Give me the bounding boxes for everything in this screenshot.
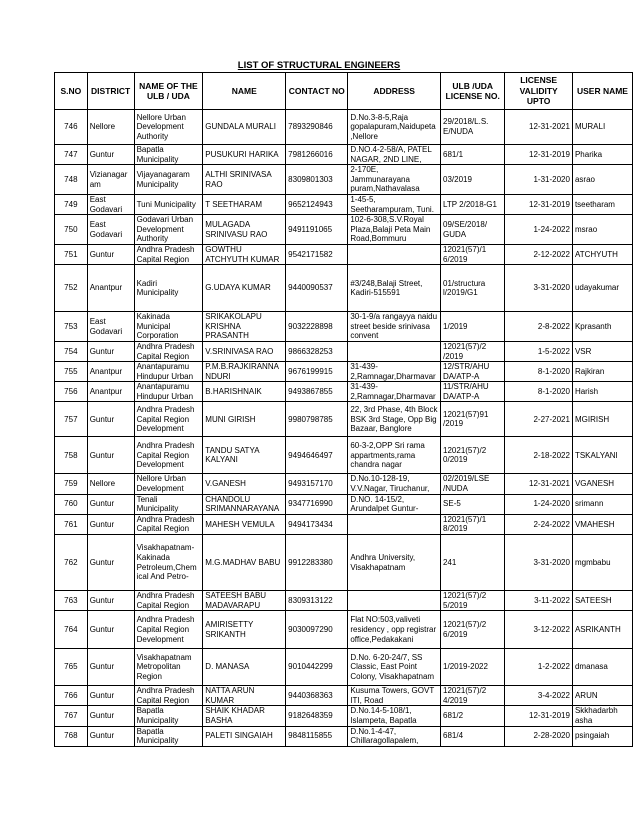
cell-sno: 768 xyxy=(55,726,88,746)
table-row xyxy=(55,686,633,706)
cell-user: Rajkiran xyxy=(572,362,632,382)
cell-ulb: Anantapuramu Hindupur Urban xyxy=(134,382,203,402)
cell-ulb: Andhra Pradesh Capital Region xyxy=(134,591,203,611)
cell-ulb: Andhra Pradesh Capital Region Development xyxy=(134,402,203,437)
cell-validity: 2-18-2022 xyxy=(505,437,573,474)
cell-sno: 752 xyxy=(55,265,88,312)
cell-name: MUNI GIRISH xyxy=(203,402,286,437)
table-row xyxy=(55,165,633,195)
cell-name: ALTHI SRINIVASA RAO xyxy=(203,165,286,195)
cell-address xyxy=(348,514,441,534)
table-row xyxy=(55,382,633,402)
header-ulb: NAME OF THE ULB / UDA xyxy=(134,73,203,110)
cell-name: P.M.B.RAJKIRANNA NDURI xyxy=(203,362,286,382)
cell-ulb: Andhra Pradesh Capital Region xyxy=(134,341,203,361)
cell-validity: 2-24-2022 xyxy=(505,514,573,534)
cell-district: Guntur xyxy=(87,514,134,534)
cell-district: East Godavari xyxy=(87,312,134,342)
cell-user: asrao xyxy=(572,165,632,195)
cell-address: 30-1-9/a rangayya naidu street beside srinivasa convent xyxy=(348,312,441,342)
cell-validity: 2-8-2022 xyxy=(505,312,573,342)
cell-sno: 753 xyxy=(55,312,88,342)
cell-validity: 12-31-2021 xyxy=(505,110,573,145)
cell-contact: 9440090537 xyxy=(286,265,348,312)
cell-district: Guntur xyxy=(87,591,134,611)
cell-name: D. MANASA xyxy=(203,649,286,686)
cell-name: AMIRISETTY SRIKANTH xyxy=(203,611,286,649)
cell-license: 12021(57)/2 0/2019 xyxy=(441,437,505,474)
cell-contact: 9440368363 xyxy=(286,686,348,706)
cell-sno: 747 xyxy=(55,145,88,165)
cell-sno: 754 xyxy=(55,341,88,361)
cell-user: TSKALYANI xyxy=(572,437,632,474)
cell-contact: 9866328253 xyxy=(286,341,348,361)
cell-user: ASRIKANTH xyxy=(572,611,632,649)
cell-sno: 760 xyxy=(55,494,88,514)
cell-name: PUSUKURI HARIKA xyxy=(203,145,286,165)
cell-ulb: Nellore Urban Development Authority xyxy=(134,110,203,145)
cell-license: LTP 2/2018-G1 xyxy=(441,194,505,214)
cell-license: 1/2019 xyxy=(441,312,505,342)
cell-contact: 8309801303 xyxy=(286,165,348,195)
table-row xyxy=(55,244,633,264)
cell-name: MAHESH VEMULA xyxy=(203,514,286,534)
cell-license: 01/structura l/2019/G1 xyxy=(441,265,505,312)
table-row xyxy=(55,145,633,165)
cell-user: tseetharam xyxy=(572,194,632,214)
cell-district: Guntur xyxy=(87,402,134,437)
table-row xyxy=(55,706,633,726)
cell-district: Guntur xyxy=(87,706,134,726)
cell-district: Guntur xyxy=(87,535,134,591)
cell-address: Flat NO:503,valiveti residency , opp registrar office,Pedakakani xyxy=(348,611,441,649)
cell-contact: 7981266016 xyxy=(286,145,348,165)
cell-user: ARUN xyxy=(572,686,632,706)
table-row xyxy=(55,494,633,514)
cell-district: Anantpur xyxy=(87,362,134,382)
cell-address: D.No.3-8-5,Raja gopalapuram,Naidupeta ,Nellore xyxy=(348,110,441,145)
cell-license: 09/SE/2018/ GUDA xyxy=(441,215,505,245)
cell-validity: 1-31-2020 xyxy=(505,165,573,195)
table-row xyxy=(55,535,633,591)
cell-sno: 746 xyxy=(55,110,88,145)
cell-name: NATTA ARUN KUMAR xyxy=(203,686,286,706)
cell-district: Guntur xyxy=(87,437,134,474)
cell-address: 31-439-2,Ramnagar,Dharmavar xyxy=(348,362,441,382)
cell-name: MULAGADA SRINIVASU RAO xyxy=(203,215,286,245)
cell-contact: 7893290846 xyxy=(286,110,348,145)
cell-sno: 756 xyxy=(55,382,88,402)
cell-validity: 1-2-2022 xyxy=(505,649,573,686)
cell-validity: 3-31-2020 xyxy=(505,265,573,312)
cell-validity: 1-24-2022 xyxy=(505,215,573,245)
cell-user: srimann xyxy=(572,494,632,514)
cell-ulb: Visakhapatnam-Kakinada Petroleum,Chem ical And Petro- xyxy=(134,535,203,591)
cell-license: 29/2018/L.S. E/NUDA xyxy=(441,110,505,145)
cell-address: D.No.1-4-47, Chillaragollapalem, xyxy=(348,726,441,746)
cell-contact: 9010442299 xyxy=(286,649,348,686)
cell-license: 12021(57)/2 5/2019 xyxy=(441,591,505,611)
cell-sno: 762 xyxy=(55,535,88,591)
cell-name: SRIKAKOLAPU KRISHNA PRASANTH xyxy=(203,312,286,342)
table-row xyxy=(55,312,633,342)
cell-name: G.UDAYA KUMAR xyxy=(203,265,286,312)
cell-license: 02/2019/LSE /NUDA xyxy=(441,474,505,494)
cell-contact: 9542171582 xyxy=(286,244,348,264)
cell-contact: 9848115855 xyxy=(286,726,348,746)
cell-user: psingaiah xyxy=(572,726,632,746)
cell-ulb: Vijayanagaram Municipality xyxy=(134,165,203,195)
cell-district: Anantpur xyxy=(87,382,134,402)
cell-validity: 3-12-2022 xyxy=(505,611,573,649)
cell-user: Skkhadarbh asha xyxy=(572,706,632,726)
cell-district: Vizianagar am xyxy=(87,165,134,195)
cell-validity: 3-4-2022 xyxy=(505,686,573,706)
cell-user: VGANESH xyxy=(572,474,632,494)
cell-contact: 9652124943 xyxy=(286,194,348,214)
cell-contact: 9494173434 xyxy=(286,514,348,534)
cell-sno: 751 xyxy=(55,244,88,264)
cell-district: Guntur xyxy=(87,145,134,165)
cell-address: D.NO. 14-15/2, Arundalpet Guntur- xyxy=(348,494,441,514)
cell-user: dmanasa xyxy=(572,649,632,686)
cell-validity: 8-1-2020 xyxy=(505,382,573,402)
cell-district: Guntur xyxy=(87,726,134,746)
cell-contact: 8309313122 xyxy=(286,591,348,611)
table-row xyxy=(55,437,633,474)
cell-validity: 3-11-2022 xyxy=(505,591,573,611)
cell-address xyxy=(348,591,441,611)
cell-ulb: Tuni Municipality xyxy=(134,194,203,214)
cell-license: 03/2019 xyxy=(441,165,505,195)
page-title: LIST OF STRUCTURAL ENGINEERS xyxy=(237,60,401,71)
table-row xyxy=(55,611,633,649)
cell-license: 11/STR/AHU DA/ATP-A xyxy=(441,382,505,402)
header-validity: LICENSE VALIDITY UPTO xyxy=(505,73,573,110)
cell-validity: 12-31-2019 xyxy=(505,194,573,214)
table-row xyxy=(55,514,633,534)
cell-address: #3/248,Balaji Street, Kadiri-515591 xyxy=(348,265,441,312)
engineers-table xyxy=(54,72,633,747)
cell-user: udayakumar xyxy=(572,265,632,312)
cell-district: Guntur xyxy=(87,494,134,514)
cell-address: D.No.10-128-19, V.V.Nagar, Tiruchanur, xyxy=(348,474,441,494)
table-row xyxy=(55,649,633,686)
table-row xyxy=(55,591,633,611)
cell-sno: 748 xyxy=(55,165,88,195)
header-license: ULB /UDA LICENSE NO. xyxy=(441,73,505,110)
cell-district: Guntur xyxy=(87,649,134,686)
cell-ulb: Bapatla Municipality xyxy=(134,726,203,746)
cell-name: GOWTHU ATCHYUTH KUMAR xyxy=(203,244,286,264)
cell-name: V.SRINIVASA RAO xyxy=(203,341,286,361)
cell-license: 681/1 xyxy=(441,145,505,165)
cell-contact: 9493867855 xyxy=(286,382,348,402)
cell-ulb: Kadiri Municipality xyxy=(134,265,203,312)
cell-validity: 1-24-2020 xyxy=(505,494,573,514)
cell-license: 12021(57)/2 4/2019 xyxy=(441,686,505,706)
cell-ulb: Anantapuramu Hindupur Urban xyxy=(134,362,203,382)
table-row xyxy=(55,110,633,145)
cell-name: GUNDALA MURALI xyxy=(203,110,286,145)
cell-address: 31-439-2,Ramnagar,Dharmavar xyxy=(348,382,441,402)
cell-name: M.G.MADHAV BABU xyxy=(203,535,286,591)
cell-contact: 9493157170 xyxy=(286,474,348,494)
cell-contact: 9347716990 xyxy=(286,494,348,514)
cell-sno: 766 xyxy=(55,686,88,706)
cell-license: 12021(57)/2 6/2019 xyxy=(441,611,505,649)
table-row xyxy=(55,265,633,312)
cell-district: Anantpur xyxy=(87,265,134,312)
cell-license: 12021(57)91 /2019 xyxy=(441,402,505,437)
table-row xyxy=(55,341,633,361)
table-row xyxy=(55,215,633,245)
cell-address: Andhra University, Visakhapatnam xyxy=(348,535,441,591)
cell-ulb: Bapatla Municipality xyxy=(134,706,203,726)
cell-contact: 9491191065 xyxy=(286,215,348,245)
cell-ulb: Andhra Pradesh Capital Region Development xyxy=(134,611,203,649)
cell-address: 102-6-308,S.V.Royal Plaza,Balaji Peta Main Road,Bommuru xyxy=(348,215,441,245)
cell-sno: 759 xyxy=(55,474,88,494)
cell-ulb: Andhra Pradesh Capital Region Development xyxy=(134,437,203,474)
cell-district: Nellore xyxy=(87,110,134,145)
cell-validity: 3-31-2020 xyxy=(505,535,573,591)
header-user: USER NAME xyxy=(572,73,632,110)
header-contact: CONTACT NO xyxy=(286,73,348,110)
cell-address: D.No.14-5-108/1, Islampeta, Bapatla xyxy=(348,706,441,726)
cell-license: 681/2 xyxy=(441,706,505,726)
cell-district: Guntur xyxy=(87,611,134,649)
cell-user: Kprasanth xyxy=(572,312,632,342)
table-row xyxy=(55,362,633,382)
cell-user: ATCHYUTH xyxy=(572,244,632,264)
cell-sno: 767 xyxy=(55,706,88,726)
cell-name: PALETI SINGAIAH xyxy=(203,726,286,746)
header-sno: S.NO xyxy=(55,73,88,110)
cell-user: mgmbabu xyxy=(572,535,632,591)
cell-user: MGIRISH xyxy=(572,402,632,437)
cell-user: msrao xyxy=(572,215,632,245)
cell-address: D.No. 6-20-24/7, SS Classic, East Point Colony, Visakhapatnam xyxy=(348,649,441,686)
cell-address: 60-3-2,OPP Sri rama appartments,rama chandra nagar xyxy=(348,437,441,474)
cell-district: Guntur xyxy=(87,686,134,706)
cell-address: 2-170E, Jammunarayana puram,Nathavalasa xyxy=(348,165,441,195)
cell-district: Guntur xyxy=(87,244,134,264)
cell-validity: 1-5-2022 xyxy=(505,341,573,361)
cell-contact: 9032228898 xyxy=(286,312,348,342)
cell-name: TANDU SATYA KALYANI xyxy=(203,437,286,474)
cell-validity: 2-12-2022 xyxy=(505,244,573,264)
cell-validity: 12-31-2019 xyxy=(505,145,573,165)
cell-sno: 757 xyxy=(55,402,88,437)
cell-name: B.HARISHNAIK xyxy=(203,382,286,402)
table-row xyxy=(55,726,633,746)
cell-ulb: Kakinada Municipal Corporation xyxy=(134,312,203,342)
cell-validity: 12-31-2019 xyxy=(505,706,573,726)
cell-sno: 765 xyxy=(55,649,88,686)
cell-sno: 750 xyxy=(55,215,88,245)
header-row xyxy=(55,73,633,110)
cell-validity: 12-31-2021 xyxy=(505,474,573,494)
cell-user: VMAHESH xyxy=(572,514,632,534)
cell-user: MURALI xyxy=(572,110,632,145)
cell-district: Guntur xyxy=(87,341,134,361)
cell-ulb: Andhra Pradesh Capital Region xyxy=(134,514,203,534)
header-address: ADDRESS xyxy=(348,73,441,110)
cell-license: 12/STR/AHU DA/ATP-A xyxy=(441,362,505,382)
cell-ulb: Andhra Pradesh Capital Region xyxy=(134,244,203,264)
cell-user: SATEESH xyxy=(572,591,632,611)
cell-license: 1/2019-2022 xyxy=(441,649,505,686)
cell-address xyxy=(348,244,441,264)
table-row xyxy=(55,474,633,494)
cell-district: East Godavari xyxy=(87,194,134,214)
cell-validity: 2-27-2021 xyxy=(505,402,573,437)
cell-sno: 764 xyxy=(55,611,88,649)
cell-ulb: Tenali Municipality xyxy=(134,494,203,514)
cell-ulb: Bapatla Municipality xyxy=(134,145,203,165)
cell-sno: 755 xyxy=(55,362,88,382)
cell-ulb: Nellore Urban Development xyxy=(134,474,203,494)
cell-address: 1-45-5, Seetharampuram, Tuni. xyxy=(348,194,441,214)
cell-sno: 758 xyxy=(55,437,88,474)
cell-district: East Godavari xyxy=(87,215,134,245)
cell-user: Harish xyxy=(572,382,632,402)
cell-contact: 9030097290 xyxy=(286,611,348,649)
cell-ulb: Godavari Urban Development Authority xyxy=(134,215,203,245)
cell-validity: 8-1-2020 xyxy=(505,362,573,382)
cell-contact: 9676199915 xyxy=(286,362,348,382)
cell-contact: 9912283380 xyxy=(286,535,348,591)
cell-ulb: Visakhapatnam Metropolitan Region xyxy=(134,649,203,686)
cell-name: SATEESH BABU MADAVARAPU xyxy=(203,591,286,611)
table-row xyxy=(55,402,633,437)
cell-sno: 761 xyxy=(55,514,88,534)
cell-name: SHAIK KHADAR BASHA xyxy=(203,706,286,726)
cell-sno: 763 xyxy=(55,591,88,611)
cell-license: SE-5 xyxy=(441,494,505,514)
cell-address: D.NO.4-2-58/A, PATEL NAGAR, 2ND LINE, xyxy=(348,145,441,165)
cell-user: VSR xyxy=(572,341,632,361)
header-district: DISTRICT xyxy=(87,73,134,110)
cell-address: Kusuma Towers, GOVT ITI, Road xyxy=(348,686,441,706)
cell-license: 681/4 xyxy=(441,726,505,746)
cell-name: V.GANESH xyxy=(203,474,286,494)
cell-ulb: Andhra Pradesh Capital Region xyxy=(134,686,203,706)
table-row xyxy=(55,194,633,214)
cell-address xyxy=(348,341,441,361)
cell-name: CHANDOLU SRIMANNARAYANA xyxy=(203,494,286,514)
cell-name: T SEETHARAM xyxy=(203,194,286,214)
cell-address: 22, 3rd Phase, 4th Block BSK 3rd Stage, Opp Big Bazaar, Banglore xyxy=(348,402,441,437)
cell-user: Pharika xyxy=(572,145,632,165)
header-name: NAME xyxy=(203,73,286,110)
cell-license: 241 xyxy=(441,535,505,591)
cell-contact: 9182648359 xyxy=(286,706,348,726)
cell-district: Nellore xyxy=(87,474,134,494)
cell-validity: 2-28-2020 xyxy=(505,726,573,746)
cell-contact: 9980798785 xyxy=(286,402,348,437)
cell-license: 12021(57)/1 8/2019 xyxy=(441,514,505,534)
cell-contact: 9494646497 xyxy=(286,437,348,474)
cell-sno: 749 xyxy=(55,194,88,214)
cell-license: 12021(57)/2 /2019 xyxy=(441,341,505,361)
cell-license: 12021(57)/1 6/2019 xyxy=(441,244,505,264)
